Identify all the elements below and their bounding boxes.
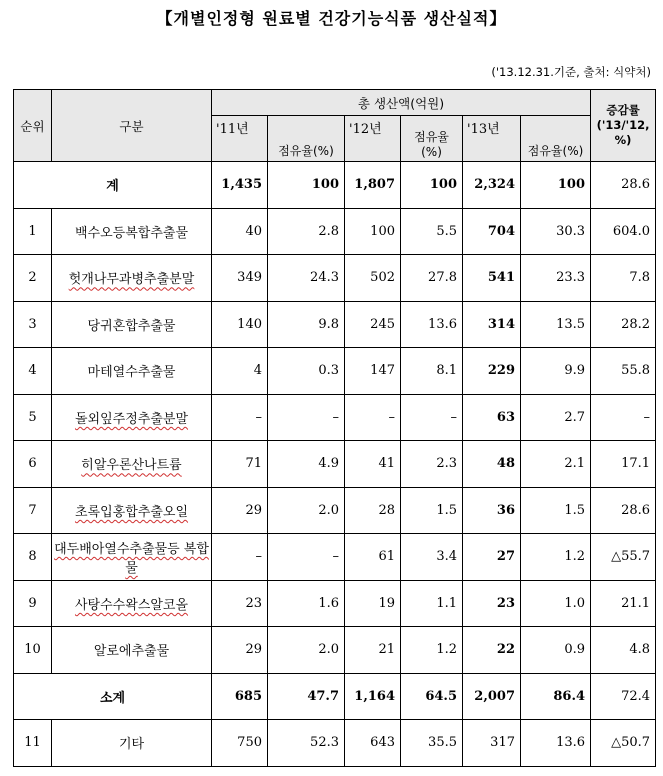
cell-rank: 3 [14, 301, 52, 348]
cell-share: 100 [401, 162, 463, 209]
header-total-production: 총 생산액(억원) [212, 90, 591, 116]
table-row [14, 394, 656, 441]
cell-share: 2.8 [268, 208, 345, 255]
cell-share: 2.3 [401, 441, 463, 488]
cell-value: 40 [212, 208, 268, 255]
source-note: ('13.12.31.기준, 출처: 식약처) [491, 65, 651, 79]
cell-share: 23.3 [521, 255, 591, 302]
cell-change: 17.1 [591, 441, 656, 488]
cell-change: 4.8 [591, 627, 656, 674]
cell-share: 4.9 [268, 441, 345, 488]
item-name-text: 헛개나무과병추출분말 [68, 272, 195, 288]
cell-value: 704 [463, 208, 521, 255]
cell-share: 64.5 [401, 673, 463, 720]
cell-share: 2.0 [268, 487, 345, 534]
item-name-text: 사탕수수왁스알코올 [74, 597, 189, 613]
table-row [14, 580, 656, 627]
cell-share: – [268, 534, 345, 581]
item-name-text: 당귀혼합추출물 [87, 318, 176, 334]
cell-rank: 6 [14, 441, 52, 488]
cell-rank: 5 [14, 394, 52, 441]
header-year-13: '13년 [463, 116, 521, 162]
cell-name [52, 255, 212, 302]
cell-share: 13.6 [521, 720, 591, 767]
cell-share: 100 [521, 162, 591, 209]
cell-name [52, 208, 212, 255]
cell-value: 28 [345, 487, 401, 534]
cell-share: 1.0 [521, 580, 591, 627]
cell-value: 1,807 [345, 162, 401, 209]
page-title: 【개별인정형 원료별 건강기능식품 생산실적】 [156, 9, 507, 28]
total-label: 계 [14, 162, 212, 209]
cell-value: 23 [463, 580, 521, 627]
cell-value: 29 [212, 487, 268, 534]
item-name-text: 히알우론산나트륨 [81, 458, 182, 474]
header-share-13: 점유율(%) [521, 116, 591, 162]
cell-share: 13.6 [401, 301, 463, 348]
cell-value: 100 [345, 208, 401, 255]
cell-value: – [212, 394, 268, 441]
cell-share: 47.7 [268, 673, 345, 720]
cell-share: 2.7 [521, 394, 591, 441]
cell-value: 314 [463, 301, 521, 348]
cell-change: 55.8 [591, 348, 656, 395]
cell-share: 8.1 [401, 348, 463, 395]
cell-name [52, 301, 212, 348]
production-table [13, 89, 656, 767]
cell-value: 29 [212, 627, 268, 674]
subtotal-row [14, 673, 656, 720]
table-row [14, 208, 656, 255]
cell-share: 30.3 [521, 208, 591, 255]
cell-value: 541 [463, 255, 521, 302]
item-name-text: 초록입홍합추출오일 [74, 504, 189, 520]
cell-change: 28.6 [591, 487, 656, 534]
cell-rank: 4 [14, 348, 52, 395]
cell-value: 36 [463, 487, 521, 534]
cell-share: 86.4 [521, 673, 591, 720]
cell-value: 19 [345, 580, 401, 627]
cell-value: 2,007 [463, 673, 521, 720]
cell-change: 604.0 [591, 208, 656, 255]
item-name-text: 알로에추출물 [93, 644, 170, 660]
cell-value: 4 [212, 348, 268, 395]
cell-rank: 10 [14, 627, 52, 674]
cell-share: 0.3 [268, 348, 345, 395]
cell-share: 100 [268, 162, 345, 209]
cell-share: 1.5 [521, 487, 591, 534]
cell-value: 140 [212, 301, 268, 348]
header-share-11: 점유율(%) [268, 116, 345, 162]
cell-share: 13.5 [521, 301, 591, 348]
cell-value: 41 [345, 441, 401, 488]
cell-change: 28.6 [591, 162, 656, 209]
cell-change: △50.7 [591, 720, 656, 767]
header-year-11: '11년 [212, 116, 268, 162]
cell-change: △55.7 [591, 534, 656, 581]
cell-value: 229 [463, 348, 521, 395]
cell-share: 2.1 [521, 441, 591, 488]
cell-value: 71 [212, 441, 268, 488]
item-name-text: 대두배아열수추출물등 복합물 [54, 541, 209, 576]
cell-value: – [345, 394, 401, 441]
cell-share: 27.8 [401, 255, 463, 302]
cell-value: 21 [345, 627, 401, 674]
header-change [591, 90, 656, 162]
cell-change: 21.1 [591, 580, 656, 627]
cell-rank: 11 [14, 720, 52, 767]
cell-value: 48 [463, 441, 521, 488]
cell-change: 7.8 [591, 255, 656, 302]
other-row [14, 720, 656, 767]
cell-change: – [591, 394, 656, 441]
header-category: 구분 [52, 90, 212, 162]
cell-share: 0.9 [521, 627, 591, 674]
cell-share: – [401, 394, 463, 441]
cell-value: 23 [212, 580, 268, 627]
cell-value: 317 [463, 720, 521, 767]
cell-share: 9.8 [268, 301, 345, 348]
cell-change: 72.4 [591, 673, 656, 720]
table-row [14, 301, 656, 348]
table-row [14, 627, 656, 674]
cell-share: 1.6 [268, 580, 345, 627]
cell-share: 1.2 [521, 534, 591, 581]
cell-value: 22 [463, 627, 521, 674]
cell-share: – [268, 394, 345, 441]
cell-name [52, 394, 212, 441]
cell-name [52, 487, 212, 534]
cell-value: – [212, 534, 268, 581]
table-row [14, 255, 656, 302]
cell-name [52, 627, 212, 674]
table-row [14, 441, 656, 488]
subtotal-label: 소계 [14, 673, 212, 720]
cell-value: 750 [212, 720, 268, 767]
cell-share: 2.0 [268, 627, 345, 674]
table-row [14, 534, 656, 581]
cell-share: 24.3 [268, 255, 345, 302]
cell-value: 685 [212, 673, 268, 720]
header-rank: 순위 [14, 90, 52, 162]
cell-name [52, 534, 212, 581]
table-row [14, 487, 656, 534]
cell-share: 3.4 [401, 534, 463, 581]
cell-value: 2,324 [463, 162, 521, 209]
cell-value: 1,435 [212, 162, 268, 209]
cell-value: 27 [463, 534, 521, 581]
cell-value: 245 [345, 301, 401, 348]
total-row [14, 162, 656, 209]
table-row [14, 348, 656, 395]
item-name-text: 백수오등복합추출물 [74, 225, 189, 241]
item-name-text: 돌외잎주정추출분말 [74, 411, 189, 427]
header-change-line: 증감률 [606, 103, 640, 117]
cell-share: 1.1 [401, 580, 463, 627]
cell-name [52, 580, 212, 627]
header-year-12: '12년 [345, 116, 401, 162]
cell-share: 1.2 [401, 627, 463, 674]
cell-name [52, 348, 212, 395]
cell-value: 349 [212, 255, 268, 302]
cell-value: 643 [345, 720, 401, 767]
cell-share: 1.5 [401, 487, 463, 534]
header-share-12: 점유율(%) [401, 116, 463, 162]
cell-rank: 9 [14, 580, 52, 627]
cell-rank: 1 [14, 208, 52, 255]
cell-share: 5.5 [401, 208, 463, 255]
cell-share: 9.9 [521, 348, 591, 395]
header-change-line: %) [614, 133, 632, 147]
cell-value: 61 [345, 534, 401, 581]
cell-value: 1,164 [345, 673, 401, 720]
header-change-line: ('13/'12, [596, 118, 650, 132]
cell-rank: 8 [14, 534, 52, 581]
cell-value: 63 [463, 394, 521, 441]
cell-rank: 7 [14, 487, 52, 534]
item-name-text: 마테열수추출물 [87, 365, 176, 381]
cell-name [52, 441, 212, 488]
cell-share: 52.3 [268, 720, 345, 767]
cell-value: 147 [345, 348, 401, 395]
cell-rank: 2 [14, 255, 52, 302]
cell-name: 기타 [52, 720, 212, 767]
cell-share: 35.5 [401, 720, 463, 767]
cell-value: 502 [345, 255, 401, 302]
cell-change: 28.2 [591, 301, 656, 348]
